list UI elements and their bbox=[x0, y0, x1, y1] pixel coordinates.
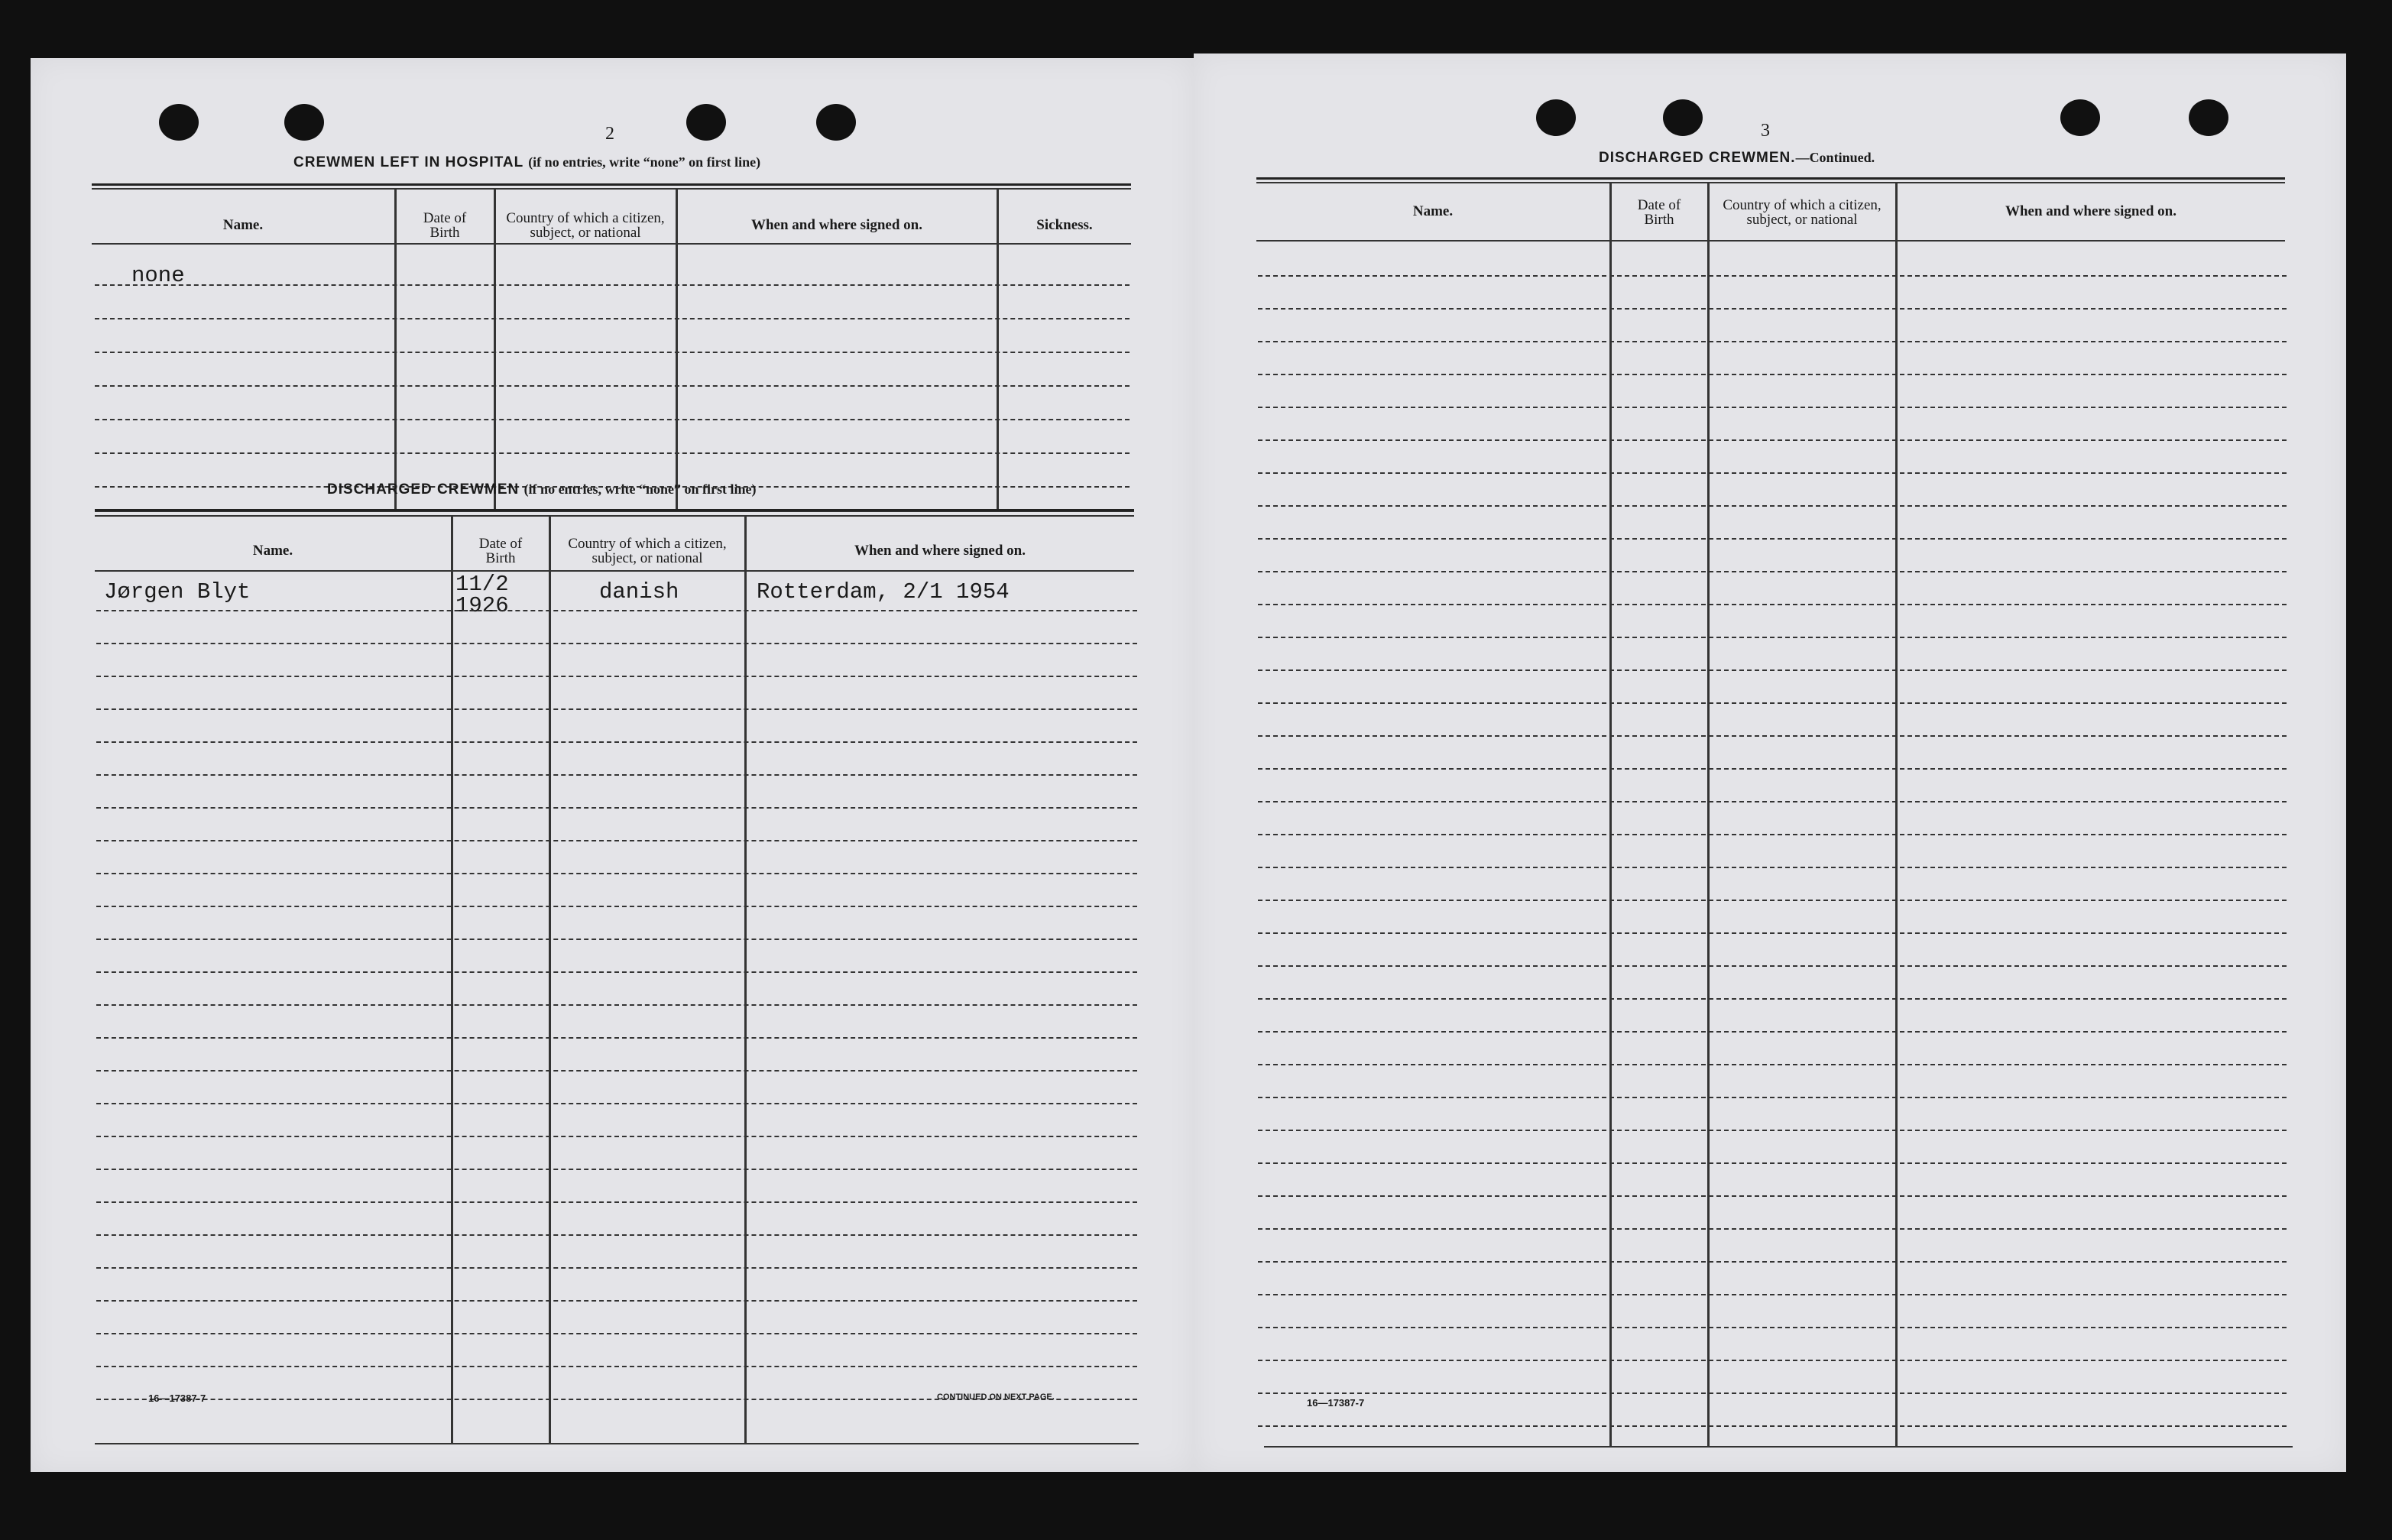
ruled-line bbox=[1258, 1327, 2287, 1328]
ruled-line bbox=[1258, 1228, 2287, 1230]
hospital-title-note: (if no entries, write “none” on first line) bbox=[528, 154, 761, 170]
ruled-line bbox=[1258, 702, 2287, 704]
ruled-line bbox=[96, 971, 1137, 973]
ruled-line bbox=[1258, 472, 2287, 474]
punch-hole bbox=[1663, 99, 1703, 136]
ruled-line bbox=[96, 1300, 1137, 1302]
hospital-col-country: Country of which a citizen, subject, or national bbox=[506, 210, 665, 241]
ruled-line bbox=[1258, 1031, 2287, 1033]
page-number: 3 bbox=[1761, 121, 1770, 141]
discharged-entry-dob-1: 11/2 bbox=[455, 572, 509, 597]
discharged-continued-title bbox=[1599, 150, 1875, 167]
ruled-line bbox=[96, 807, 1137, 809]
ruled-line bbox=[96, 1103, 1137, 1104]
form-number: 16—17387-7 bbox=[1307, 1397, 1365, 1409]
ruled-line bbox=[1258, 341, 2287, 342]
discharged-entry-dob-2: 1926 bbox=[455, 593, 509, 618]
ruled-line bbox=[1258, 538, 2287, 540]
punch-hole bbox=[1536, 99, 1576, 136]
ruled-line bbox=[1258, 932, 2287, 934]
ruled-line bbox=[1258, 1425, 2287, 1427]
discharged-col-name: Name. bbox=[252, 542, 293, 559]
ruled-line bbox=[96, 1267, 1137, 1269]
punch-hole bbox=[284, 104, 324, 141]
ruled-line bbox=[96, 676, 1137, 677]
discharged-col-signed-on: When and where signed on. bbox=[854, 542, 1026, 559]
ruled-line bbox=[96, 610, 1137, 611]
right-col-name: Name. bbox=[1412, 203, 1454, 219]
page-number: 2 bbox=[605, 124, 614, 144]
punch-hole bbox=[2060, 99, 2100, 136]
discharged-col-country: Country of which a citizen, subject, or national bbox=[568, 536, 727, 566]
ruled-line bbox=[1258, 308, 2287, 310]
ruled-line bbox=[1258, 1261, 2287, 1263]
hospital-title-text: CREWMEN LEFT IN HOSPITAL bbox=[293, 154, 523, 170]
ruled-line bbox=[1258, 439, 2287, 441]
hospital-col-dob: Date of Birth bbox=[423, 210, 467, 241]
discharged-entry-name: Jørgen Blyt bbox=[104, 579, 251, 605]
ruled-line bbox=[1258, 867, 2287, 868]
ruled-line bbox=[1258, 1130, 2287, 1131]
ruled-line bbox=[1258, 1064, 2287, 1065]
ruled-line bbox=[1258, 407, 2287, 408]
ruled-line bbox=[1258, 275, 2287, 277]
ruled-line bbox=[96, 1333, 1137, 1334]
continued-suffix: —Continued. bbox=[1795, 150, 1875, 165]
punch-hole bbox=[816, 104, 856, 141]
ruled-line bbox=[96, 1037, 1137, 1039]
form-number: 16—17387-7 bbox=[148, 1392, 206, 1404]
ruled-line bbox=[1258, 1097, 2287, 1098]
hospital-section-title bbox=[293, 154, 760, 171]
ruled-line bbox=[96, 1234, 1137, 1236]
ruled-line bbox=[1258, 768, 2287, 770]
ruled-line bbox=[96, 741, 1137, 743]
ruled-line bbox=[96, 708, 1137, 710]
ruled-line bbox=[1258, 571, 2287, 572]
punch-hole bbox=[159, 104, 199, 141]
ruled-line bbox=[1258, 735, 2287, 737]
ruled-line bbox=[96, 840, 1137, 841]
ruled-line bbox=[96, 643, 1137, 644]
right-col-dob: Date of Birth bbox=[1637, 197, 1681, 228]
continued-note: CONTINUED ON NEXT PAGE. bbox=[937, 1392, 1055, 1402]
discharged-title-text: DISCHARGED CREWMEN bbox=[327, 481, 520, 498]
punch-hole bbox=[2189, 99, 2228, 136]
ruled-line bbox=[1258, 604, 2287, 605]
ruled-line bbox=[96, 906, 1137, 907]
ruled-line bbox=[96, 1366, 1137, 1367]
ruled-line bbox=[96, 1136, 1137, 1137]
discharged-title-note: (if no entries, write “none” on first line) bbox=[523, 481, 757, 497]
ruled-line bbox=[1258, 1360, 2287, 1361]
hospital-col-signed-on: When and where signed on. bbox=[750, 216, 922, 233]
hospital-entry-name: none bbox=[131, 263, 185, 288]
right-col-country: Country of which a citizen, subject, or national bbox=[1723, 197, 1882, 228]
ruled-line bbox=[1258, 965, 2287, 967]
hospital-col-sickness: Sickness. bbox=[1036, 216, 1093, 233]
ruled-line bbox=[1258, 637, 2287, 638]
right-page bbox=[1194, 53, 2346, 1472]
ruled-line bbox=[96, 939, 1137, 940]
left-page bbox=[31, 58, 1194, 1472]
discharged-section-title bbox=[327, 481, 757, 498]
ruled-line bbox=[1258, 669, 2287, 671]
ruled-line bbox=[1258, 834, 2287, 835]
ruled-line bbox=[1258, 374, 2287, 375]
ruled-line bbox=[1258, 900, 2287, 901]
discharged-col-dob: Date of Birth bbox=[478, 536, 523, 566]
punch-hole bbox=[686, 104, 726, 141]
ruled-line bbox=[1258, 1294, 2287, 1295]
ruled-line bbox=[1258, 1162, 2287, 1164]
ruled-line bbox=[1258, 505, 2287, 507]
ruled-line bbox=[96, 1201, 1137, 1203]
ruled-line bbox=[1258, 1392, 2287, 1394]
ruled-line bbox=[96, 774, 1137, 776]
ruled-line bbox=[96, 1070, 1137, 1072]
hospital-col-name: Name. bbox=[222, 216, 264, 233]
discharged-entry-signed-on: Rotterdam, 2/1 1954 bbox=[757, 579, 1010, 605]
right-col-signed-on: When and where signed on. bbox=[2005, 203, 2176, 219]
ruled-line bbox=[1258, 998, 2287, 1000]
ruled-line bbox=[1258, 1195, 2287, 1197]
discharged-entry-country: danish bbox=[599, 579, 679, 605]
ruled-line bbox=[1258, 801, 2287, 802]
discharged-continued-title-text: DISCHARGED CREWMEN. bbox=[1599, 150, 1796, 166]
ruled-line bbox=[96, 873, 1137, 874]
ruled-line bbox=[96, 1004, 1137, 1006]
ruled-line bbox=[96, 1169, 1137, 1170]
